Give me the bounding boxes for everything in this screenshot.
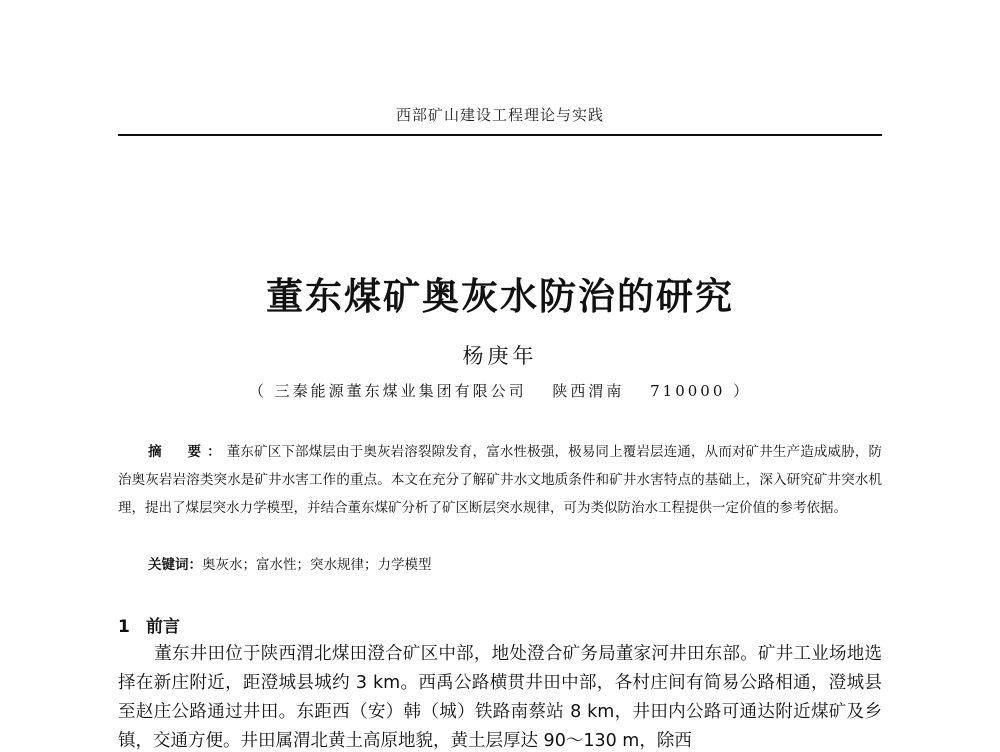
keywords xyxy=(148,552,882,578)
body-paragraph xyxy=(118,640,882,752)
paper-title: 董东煤矿奥灰水防治的研究 xyxy=(266,275,734,318)
section-heading xyxy=(118,612,180,637)
author-affiliation: （ 三秦能源董东煤业集团有限公司 陕西渭南 710000 ） xyxy=(248,382,752,400)
section-title: 前言 xyxy=(146,617,180,637)
abstract-text: 董东矿区下部煤层由于奥灰岩溶裂隙发育，富水性极强，极易同上覆岩层连通，从而对矿井生产造成威胁，防治奥灰岩岩溶类突水是矿井水害工作的重点。本文在充分了解矿井水文地质条件和矿井水害特点的基础上，深入研究矿井突水机理，提出了煤层突水力学模型，并结合董东煤矿分析了矿区断层突水规律，可为类似防治水工程提供一定价值的参考依据。 xyxy=(118,444,883,516)
keywords-label: 关键词： xyxy=(148,557,202,573)
author-name: 杨庚年 xyxy=(462,344,538,368)
keywords-text: 奥灰水；富水性；突水规律；力学模型 xyxy=(202,557,432,573)
running-header: 西部矿山建设工程理论与实践 xyxy=(395,106,604,124)
abstract xyxy=(118,438,882,522)
abstract-label: 摘 要： xyxy=(148,444,227,460)
body-paragraph-text: 董东井田位于陕西渭北煤田澄合矿区中部，地处澄合矿务局董家河井田东部。矿井工业场地选择在新庄附近，距澄城县城约 3 km。西禹公路横贯井田中部，各村庄间有简易公路相通，澄城县至赵庄公路通过井田。东距西（安）韩（城）铁路南蔡站 8 km，井田内公路可通达附近煤矿及乡镇，交通方便。井田属渭北黄土高原地貌，黄土层厚达 90～130 m，除西 xyxy=(118,644,882,751)
header-rule xyxy=(118,134,882,136)
section-number: 1 xyxy=(118,617,130,637)
